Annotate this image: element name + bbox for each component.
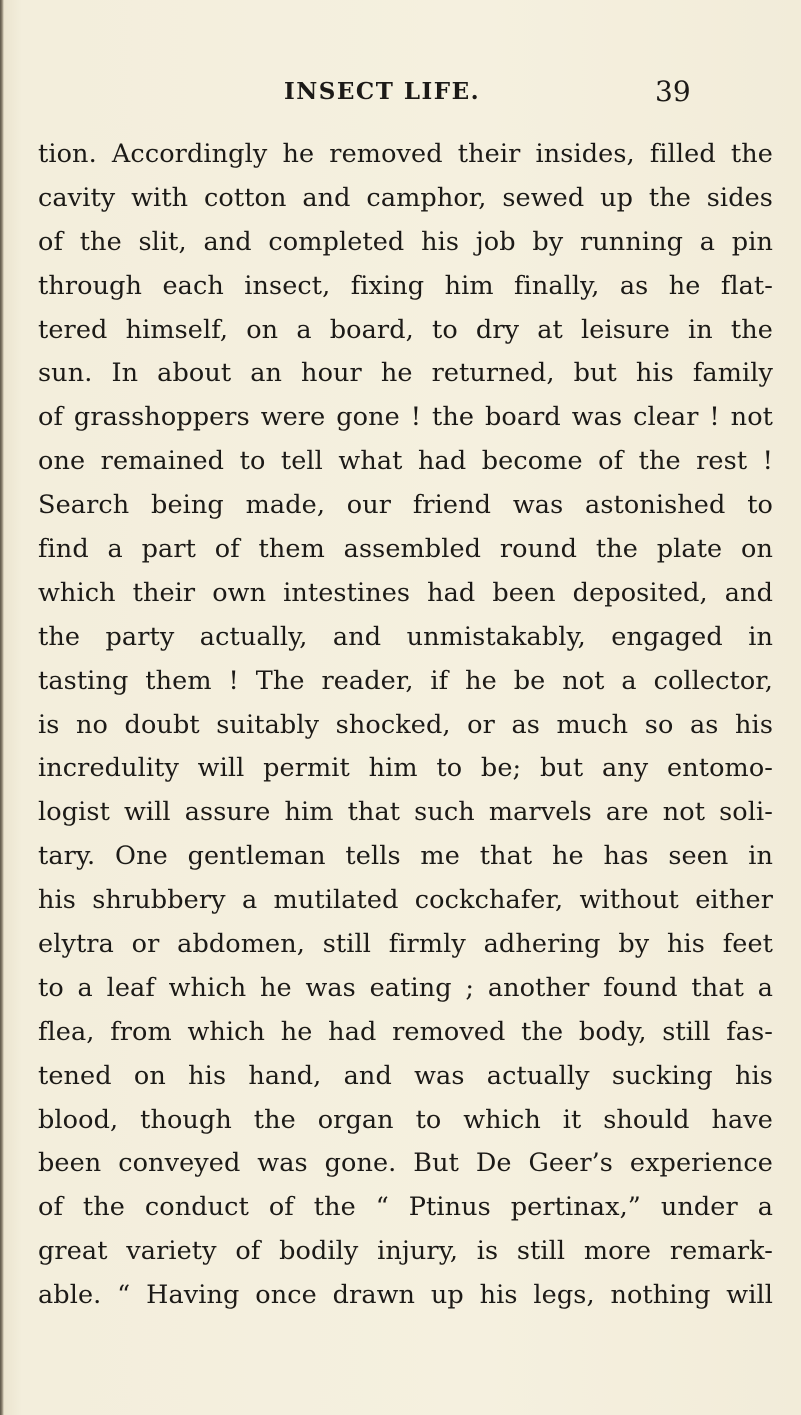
- text-line: flea, from which he had removed the body, still fas-: [38, 1016, 773, 1047]
- text-line: one remained to tell what had become of the rest !: [38, 446, 773, 477]
- body-text: [38, 133, 773, 1318]
- text-line: of the conduct of the “ Ptinus pertinax,” under a: [38, 1192, 773, 1223]
- text-line: sun. In about an hour he returned, but his family: [38, 358, 773, 389]
- text-line: which their own intestines had been deposited, and: [38, 577, 773, 608]
- text-line: his shrubbery a mutilated cockchafer, without either: [38, 885, 773, 916]
- text-line: blood, though the organ to which it should have: [38, 1104, 773, 1135]
- text-line: is no doubt suitably shocked, or as much so as his: [38, 709, 773, 740]
- text-line: cavity with cotton and camphor, sewed up the sides: [38, 182, 773, 213]
- text-line: been conveyed was gone. But De Geer’s experience: [38, 1148, 773, 1179]
- text-line: great variety of bodily injury, is still more remark-: [38, 1236, 773, 1267]
- binding-edge: [0, 0, 4, 1415]
- text-line: to a leaf which he was eating ; another found that a: [38, 972, 773, 1003]
- running-title: INSECT LIFE.: [284, 78, 481, 105]
- text-line: tary. One gentleman tells me that he has seen in: [38, 841, 773, 872]
- text-line: through each insect, fixing him finally, as he flat-: [38, 270, 773, 301]
- text-line: of grasshoppers were gone ! the board was clear ! not: [38, 402, 773, 433]
- text-line: tion. Accordingly he removed their insides, filled the: [38, 139, 773, 169]
- text-line: elytra or abdomen, still firmly adhering by his feet: [38, 929, 773, 960]
- text-line: tered himself, on a board, to dry at leisure in the: [38, 314, 773, 345]
- text-line: the party actually, and unmistakably, engaged in: [38, 621, 773, 652]
- running-head: [0, 74, 801, 110]
- text-line: Search being made, our friend was astonished to: [38, 490, 773, 521]
- text-line: find a part of them assembled round the plate on: [38, 534, 773, 565]
- text-line: of the slit, and completed his job by running a pin: [38, 226, 773, 257]
- text-line: tened on his hand, and was actually sucking his: [38, 1060, 773, 1091]
- page-number: 39: [655, 75, 691, 108]
- text-line: able. “ Having once drawn up his legs, nothing will: [38, 1280, 773, 1311]
- text-line: tasting them ! The reader, if he be not a collector,: [38, 665, 773, 696]
- text-line: incredulity will permit him to be; but any entomo-: [38, 753, 773, 784]
- text-line: logist will assure him that such marvels are not soli-: [38, 797, 773, 828]
